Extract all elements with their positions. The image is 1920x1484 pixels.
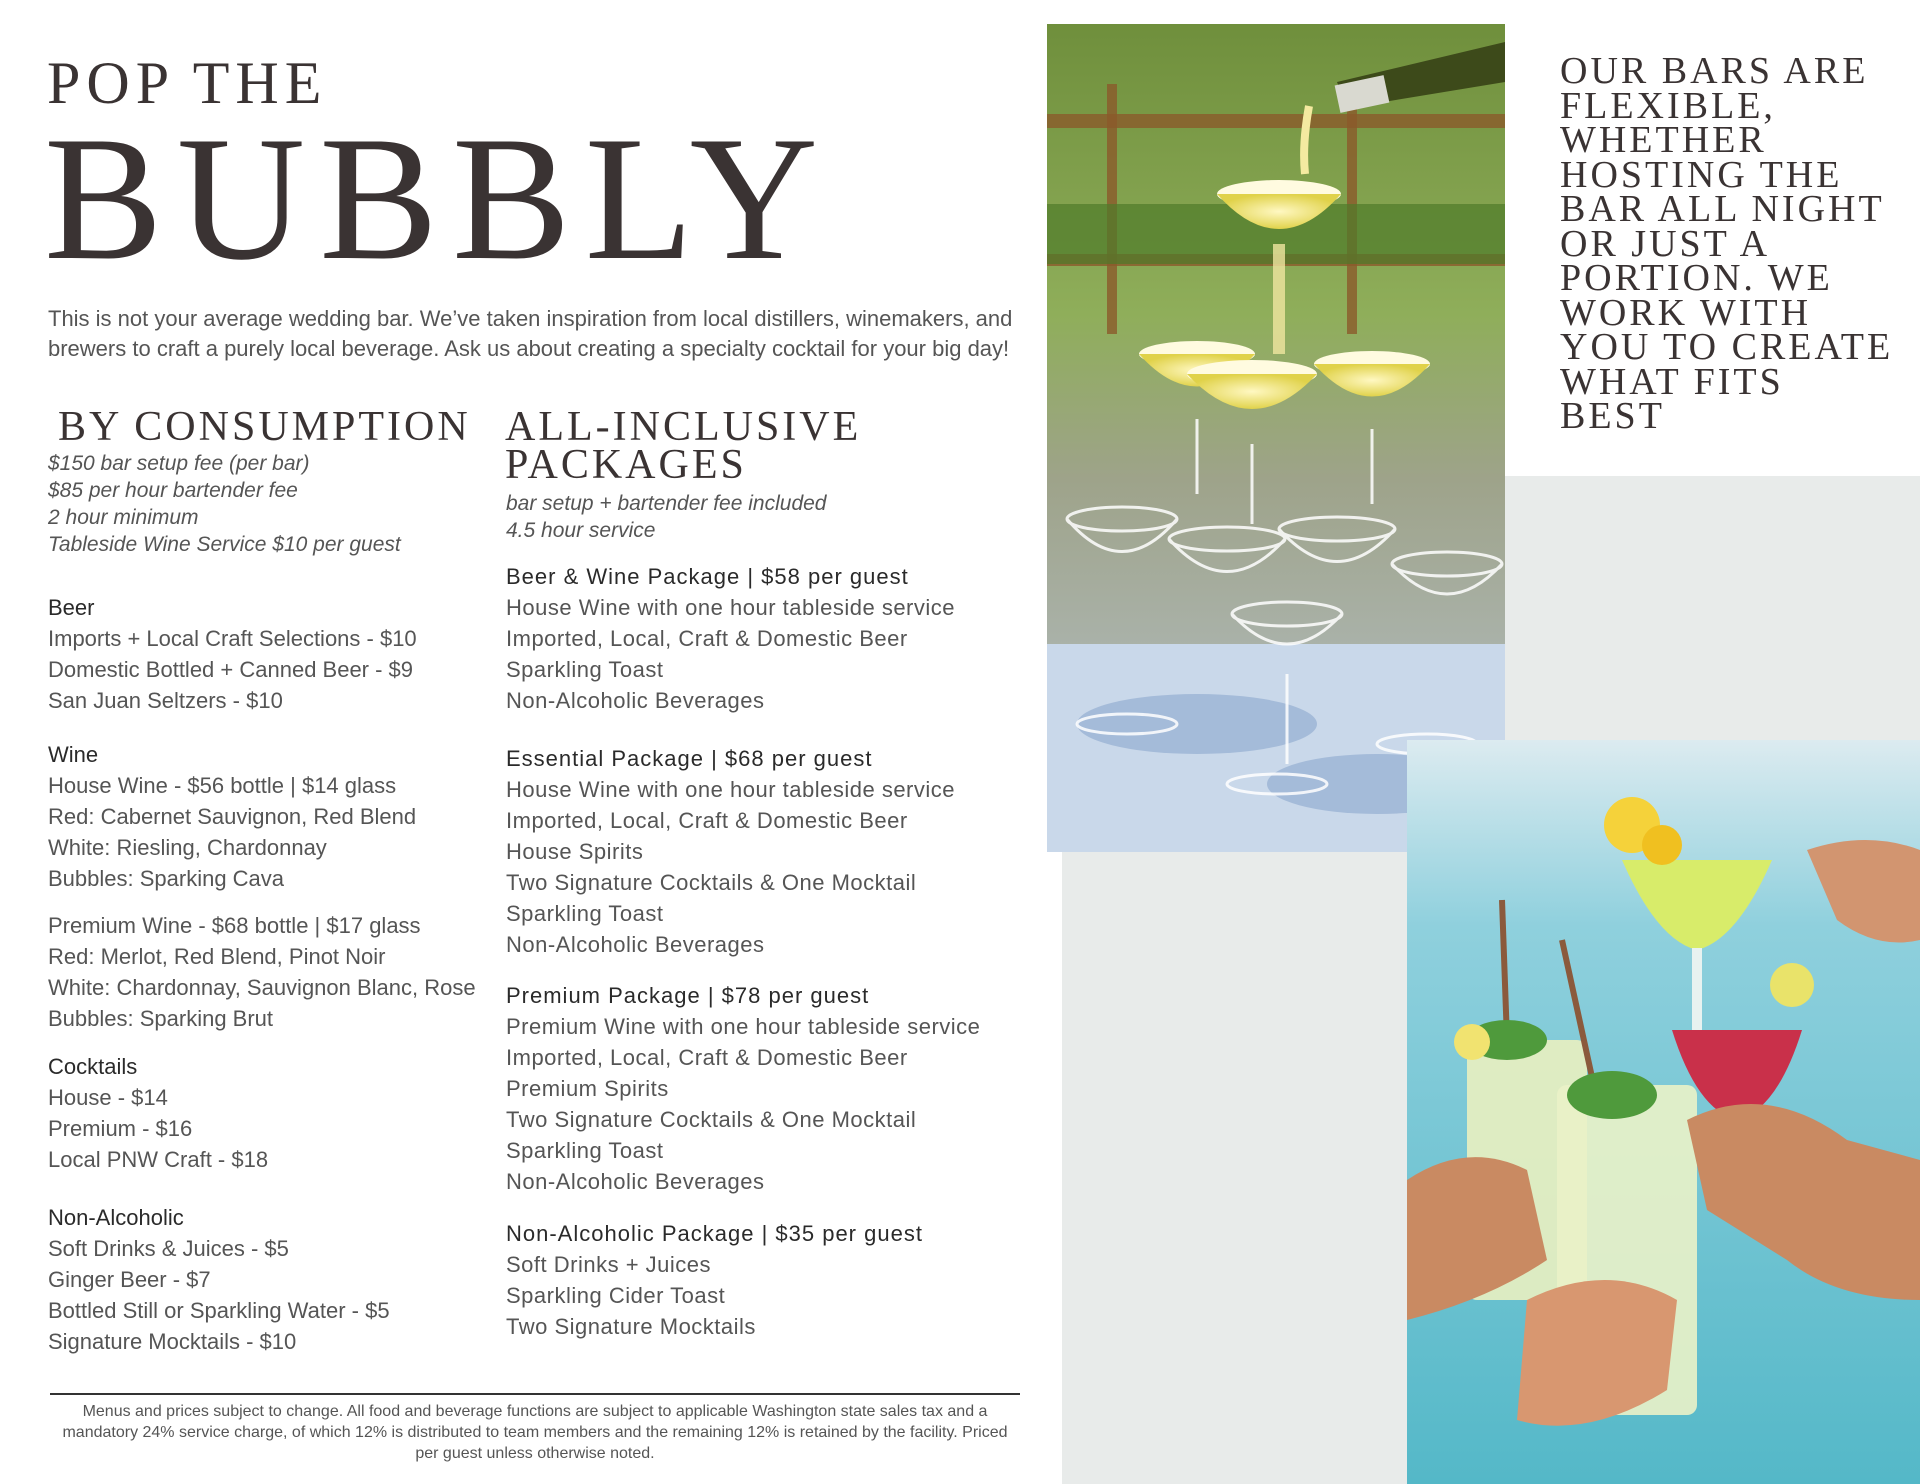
pre-title: POP THE — [47, 50, 328, 116]
list-item: Domestic Bottled + Canned Beer - $9 — [48, 657, 414, 682]
cocktails-group — [48, 1051, 268, 1175]
cocktails-title: Cocktails — [48, 1054, 138, 1079]
list-item: Sparkling Toast — [506, 901, 664, 926]
note-line: 4.5 hour service — [506, 519, 656, 542]
list-item: Imports + Local Craft Selections - $10 — [48, 626, 417, 651]
packages-heading-line: PACKAGES — [505, 442, 747, 488]
list-item: Non-Alcoholic Beverages — [506, 1169, 765, 1194]
beer-group — [48, 592, 417, 716]
list-item: Two Signature Mocktails — [506, 1314, 756, 1339]
list-item: Soft Drinks & Juices - $5 — [48, 1236, 289, 1261]
list-item: Soft Drinks + Juices — [506, 1252, 712, 1277]
note-line: bar setup + bartender fee included — [506, 492, 827, 515]
side-heading-line: OUR BARS ARE — [1560, 50, 1869, 92]
list-item: Imported, Local, Craft & Domestic Beer — [506, 808, 908, 833]
list-item: Sparkling Toast — [506, 1138, 664, 1163]
package-notes — [506, 490, 826, 544]
list-item: Sparkling Toast — [506, 657, 664, 682]
intro-text: This is not your average wedding bar. We’ve taken inspiration from local distillers, winemakers, and brewers to craft a purely local beverage. Ask us about creating a specialty cocktail for your big day! — [48, 306, 1013, 361]
side-heading-line: PORTION. WE — [1560, 257, 1833, 299]
fee-line: $85 per hour bartender fee — [48, 479, 298, 502]
footer-disclaimer: Menus and prices subject to change. All food and beverage functions are subject to applicable Washington state sales tax and a mandatory 24% service charge, of which 12% is distributed to team members and the remaining 12% is retained by the facility. Priced per guest unless otherwise noted. — [50, 1393, 1020, 1464]
beer-wine-package — [506, 561, 955, 716]
page-title: BUBBLY — [44, 99, 833, 297]
non-alcoholic-group — [48, 1202, 390, 1357]
fee-line: Tableside Wine Service $10 per guest — [48, 533, 401, 556]
list-item: Two Signature Cocktails & One Mocktail — [506, 870, 917, 895]
gray-panel-top — [1505, 476, 1920, 740]
wine-title: Wine — [48, 742, 99, 767]
list-item: Premium Spirits — [506, 1076, 669, 1101]
list-item: Imported, Local, Craft & Domestic Beer — [506, 626, 908, 651]
list-item: Bottled Still or Sparkling Water - $5 — [48, 1298, 390, 1323]
list-item: Premium Wine with one hour tableside service — [506, 1014, 981, 1039]
list-item: Non-Alcoholic Beverages — [506, 688, 765, 713]
list-item: Red: Merlot, Red Blend, Pinot Noir — [48, 944, 386, 969]
fee-line: $150 bar setup fee (per bar) — [48, 452, 310, 475]
list-item: House Spirits — [506, 839, 644, 864]
non-alcoholic-title: Non-Alcoholic — [48, 1205, 184, 1230]
side-heading — [1560, 50, 1900, 437]
package-title: Essential Package | $68 per guest — [506, 746, 873, 771]
beer-title: Beer — [48, 595, 95, 620]
list-item: Bubbles: Sparking Cava — [48, 866, 285, 891]
package-title: Non-Alcoholic Package | $35 per guest — [506, 1221, 923, 1246]
list-item: White: Chardonnay, Sauvignon Blanc, Rose — [48, 975, 476, 1000]
gray-panel-bottom — [1062, 852, 1407, 1484]
list-item: Local PNW Craft - $18 — [48, 1147, 269, 1172]
premium-package — [506, 980, 980, 1197]
by-consumption-heading: BY CONSUMPTION — [58, 404, 471, 450]
cocktail-toast-photo — [1407, 740, 1920, 1484]
list-item: Two Signature Cocktails & One Mocktail — [506, 1107, 917, 1132]
non-alcoholic-package — [506, 1218, 923, 1342]
side-heading-line: YOU TO CREATE — [1560, 326, 1894, 368]
essential-package — [506, 743, 955, 960]
list-item: Sparkling Cider Toast — [506, 1283, 726, 1308]
list-item: House - $14 — [48, 1085, 168, 1110]
list-item: White: Riesling, Chardonnay — [48, 835, 327, 860]
side-heading-line: WORK WITH — [1560, 291, 1812, 334]
champagne-tower-photo — [1047, 24, 1505, 852]
list-item: House Wine with one hour tableside service — [506, 595, 956, 620]
list-item: Imported, Local, Craft & Domestic Beer — [506, 1045, 908, 1070]
side-heading-line: WHAT FITS BEST — [1560, 360, 1784, 437]
list-item: Bubbles: Sparking Brut — [48, 1006, 274, 1031]
package-title: Beer & Wine Package | $58 per guest — [506, 564, 909, 589]
packages-heading-line: ALL-INCLUSIVE — [505, 404, 862, 450]
list-item: Red: Cabernet Sauvignon, Red Blend — [48, 804, 417, 829]
list-item: Premium Wine - $68 bottle | $17 glass — [48, 913, 421, 938]
list-item: House Wine - $56 bottle | $14 glass — [48, 773, 397, 798]
list-item: Non-Alcoholic Beverages — [506, 932, 765, 957]
consumption-fees — [48, 450, 401, 558]
wine-group — [48, 739, 416, 894]
list-item: San Juan Seltzers - $10 — [48, 688, 283, 713]
package-title: Premium Package | $78 per guest — [506, 983, 870, 1008]
premium-wine-group — [48, 910, 476, 1034]
list-item: Premium - $16 — [48, 1116, 193, 1141]
side-heading-line: HOSTING THE — [1560, 153, 1843, 196]
side-heading-line: BAR ALL NIGHT — [1560, 188, 1885, 230]
side-heading-line: FLEXIBLE, — [1560, 84, 1776, 127]
packages-heading — [505, 404, 862, 488]
side-heading-line: WHETHER — [1560, 119, 1767, 161]
fee-line: 2 hour minimum — [48, 506, 199, 529]
list-item: Ginger Beer - $7 — [48, 1267, 211, 1292]
side-heading-line: OR JUST A — [1560, 222, 1771, 265]
list-item: Signature Mocktails - $10 — [48, 1329, 297, 1354]
list-item: House Wine with one hour tableside service — [506, 777, 956, 802]
